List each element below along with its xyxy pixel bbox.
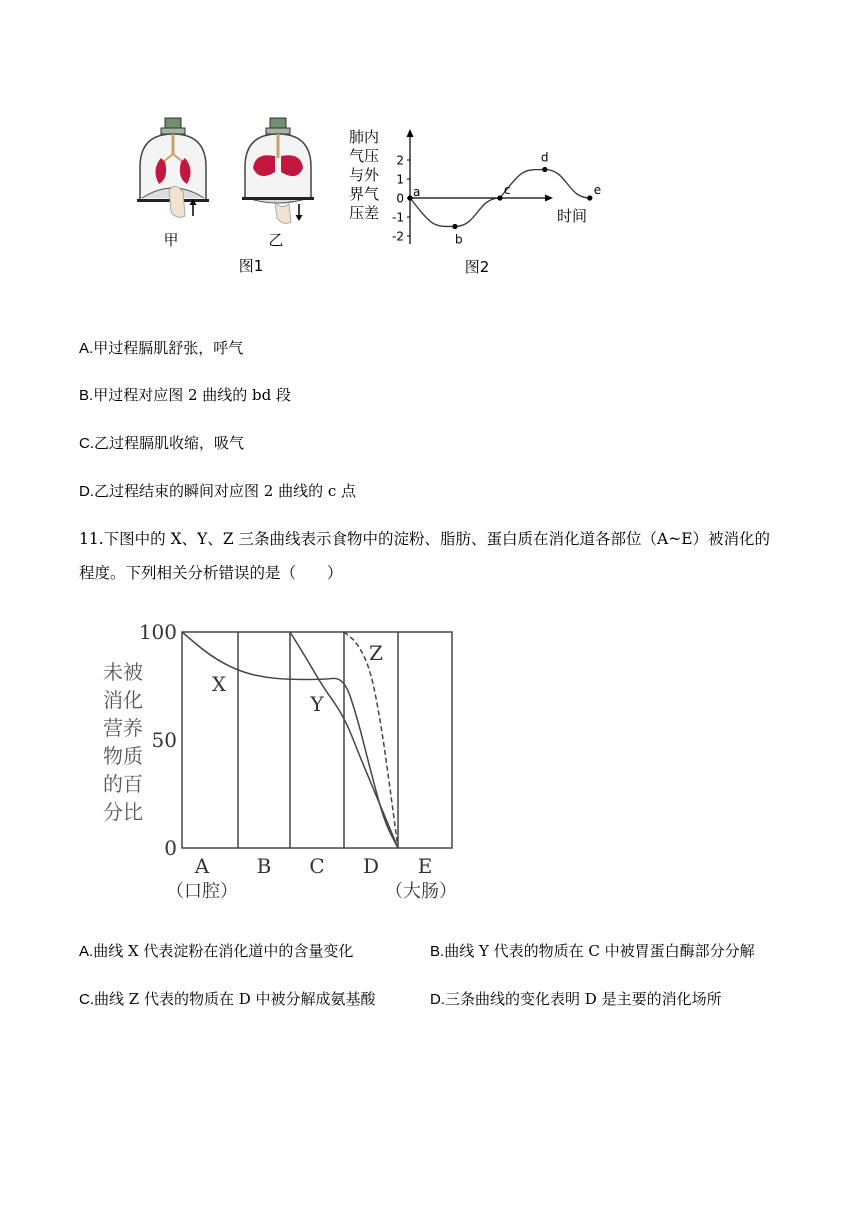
figure2-point-d [542, 167, 547, 172]
chart-frame [182, 632, 452, 848]
figure2-ticks [392, 154, 410, 244]
figure2-tick-label: -1 [392, 210, 404, 225]
figure2-ylabel-line: 压差 [348, 204, 380, 222]
bell-jar-jia [137, 118, 209, 217]
chart-ylabel-line: 物质 [103, 744, 143, 768]
chart-ytick-label: 100 [138, 620, 177, 644]
chart-series-label-Y: Y [310, 692, 324, 716]
chart-plot-border [182, 632, 452, 848]
figure2-tick-label: 2 [396, 153, 404, 168]
figure2-ylabel-line: 界气 [348, 185, 380, 203]
figure2-tick-label: 1 [396, 172, 404, 187]
label-yi: 乙 [268, 231, 284, 249]
chart-ylabel-line: 营养 [103, 716, 143, 740]
figure2-pressure-chart [345, 122, 602, 277]
chart-category-A: A [194, 854, 210, 878]
chart-ylabel [103, 660, 143, 824]
figure2-point-b [452, 224, 457, 229]
chart-category-D: D [362, 854, 380, 878]
figure2-point-a [407, 195, 412, 200]
chart-category-note: （大肠） [385, 881, 457, 902]
chart-ylabel-line: 分比 [103, 800, 143, 824]
q11-stem [79, 522, 779, 590]
figure2-point-label: a [413, 185, 421, 199]
chart-category-B: B [256, 854, 272, 878]
label-jia: 甲 [163, 231, 179, 249]
figure2-point-label: c [503, 183, 511, 197]
chart-yticks [139, 620, 177, 860]
q11-option-b[interactable]: B.曲线 Y 代表的物质在 C 中被胃蛋白酶部分分解 [430, 942, 755, 960]
chart-ylabel-line: 的百 [103, 772, 143, 796]
q11-option-c[interactable]: C.曲线 Z 代表的物质在 D 中被分解成氨基酸 [79, 990, 376, 1008]
digestion-chart [95, 620, 465, 905]
figure2-ylabel-line: 气压 [348, 147, 380, 165]
figure2-point-c [497, 195, 502, 200]
figure2-point-e [587, 195, 592, 200]
chart-series-label-Z: Z [369, 641, 383, 665]
chart-ylabel-line: 未被 [103, 660, 143, 684]
chart-ylabel-line: 消化 [103, 688, 143, 712]
chart-ytick-label: 0 [164, 836, 177, 860]
chart-series-label-X: X [211, 672, 227, 696]
figure1-caption: 图1 [238, 257, 264, 275]
q11-option-d[interactable]: D.三条曲线的变化表明 D 是主要的消化场所 [430, 990, 722, 1008]
figure2-tick-label: 0 [396, 191, 404, 206]
chart-category-note: （口腔） [166, 881, 238, 902]
q10-option-b[interactable]: B.甲过程对应图 2 曲线的 bd 段 [79, 386, 292, 404]
figure2-tick-label: -2 [392, 229, 404, 244]
figure1-bell-jar-models [125, 112, 325, 275]
x-axis-arrow-icon [545, 195, 553, 202]
q10-option-c[interactable]: C.乙过程膈肌收缩，吸气 [79, 434, 245, 452]
q10-option-a[interactable]: A.甲过程膈肌舒张，呼气 [79, 339, 244, 357]
figure2-axes [407, 129, 554, 244]
chart-categories [166, 854, 457, 902]
bell-jar-yi [242, 118, 314, 223]
figure2-ylabel-line: 肺内 [348, 128, 380, 146]
q11-stem-line2: 程度。下列相关分析错误的是（ ） [79, 564, 343, 582]
chart-category-E: E [417, 854, 433, 878]
figure2-xlabel: 时间 [557, 207, 588, 225]
q10-option-d[interactable]: D.乙过程结束的瞬间对应图 2 曲线的 c 点 [79, 482, 357, 500]
q11-stem-line1: 11.下图中的 X、Y、Z 三条曲线表示食物中的淀粉、脂肪、蛋白质在消化道各部位（A~E）被消化的 [79, 530, 771, 548]
figure2-point-label: d [540, 150, 549, 165]
figure2-ylabel [349, 128, 380, 222]
figure2-ylabel-line: 与外 [348, 166, 380, 184]
figure2-caption: 图2 [464, 258, 490, 276]
q11-option-a[interactable]: A.曲线 X 代表淀粉在消化道中的含量变化 [79, 942, 354, 960]
chart-ytick-label: 50 [151, 728, 177, 752]
figure2-point-label: b [454, 232, 463, 247]
chart-category-C: C [309, 854, 325, 878]
y-axis-arrow-icon [407, 129, 414, 137]
figure2-point-label: e [593, 183, 602, 197]
